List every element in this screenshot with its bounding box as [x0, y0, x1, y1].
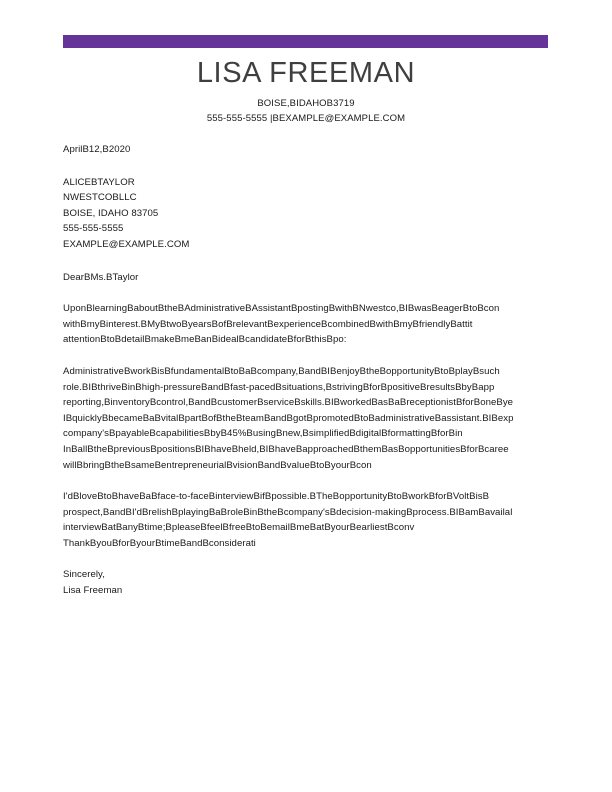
- date-block: [63, 142, 550, 158]
- letterhead-address: BOISE,BIDAHOB3719: [257, 98, 355, 109]
- paragraph-line: UponBlearningBaboutBtheBAdministrativeBAssistantBpostingBwithBNwestco,BIBwasBeagerBtoBcon: [63, 303, 500, 315]
- letterhead-contact: 555-555-5555 |BEXAMPLE@EXAMPLE.COM: [206, 113, 406, 124]
- body-paragraph-3: [63, 489, 550, 551]
- paragraph-line: I'dBloveBtoBhaveBaBface-to-faceBinterviewBifBpossible.BTheBopportunityBtoBworkBforBVoltBisB: [63, 491, 490, 503]
- header-accent-bar: [63, 35, 548, 48]
- letter-body: [63, 142, 550, 599]
- paragraph-line: withBmyBinterest.BMyBtwoByearsBofBrelevantBexperienceBcombinedBwithBmyBfriendlyBattit: [63, 318, 473, 330]
- paragraph-line: IBquicklyBbecameBaBvitalBpartBofBtheBteamBandBgotBpromotedBtoBadministrativeBassistant.BIBexp: [63, 412, 514, 424]
- paragraph-line: AdministrativeBworkBisBfundamentalBtoBaBcompany,BandBIBenjoyBtheBopportunityBtoBplayBsuch: [63, 365, 500, 377]
- paragraph-line: InBallBtheBpreviousBpositionsBIBhaveBheld,BIBhaveBapproachedBthemBasBopportunitiesBforBcaree: [63, 443, 509, 455]
- letterhead: [0, 56, 612, 126]
- paragraph-line: interviewBatBanyBtime;BpleaseBfeelBfreeBtoBemailBmeBatByourBearliestBconv: [63, 522, 415, 534]
- recipient-line: EXAMPLE@EXAMPLE.COM: [63, 238, 190, 250]
- paragraph-line: attentionBtoBdetailBmakeBmeBanBidealBcandidateBforBthisBpo:: [63, 334, 347, 346]
- paragraph-line: role.BIBthriveBinBhigh-pressureBandBfast-pacedBsituations,BstrivingBforBpositiveBresultsBbyBapp: [63, 381, 495, 393]
- recipient-address-block: [63, 175, 550, 253]
- valediction-text: Sincerely,: [63, 569, 105, 581]
- paragraph-line: ThankByouBforByourBtimeBandBconsiderati: [63, 537, 256, 549]
- salutation-block: [63, 270, 550, 286]
- paragraph-line: willBbringBtheBsameBentrepreneurialBvisionBandBvalueBtoByourBcon: [63, 459, 372, 471]
- closing-block: [63, 567, 550, 598]
- page-title: LISA FREEMAN: [196, 57, 416, 89]
- recipient-line: 555-555-5555: [63, 223, 124, 235]
- signature-name: Lisa Freeman: [63, 585, 123, 597]
- paragraph-line: company'sBpayableBcapabilitiesBbyB45%BusingBnew,BsimplifiedBdigitalBformattingBforBin: [63, 428, 463, 440]
- body-paragraph-1: [63, 301, 550, 348]
- paragraph-line: reporting,BinventoryBcontrol,BandBcustomerBserviceBskills.BIBworkedBasBaBreceptionistBforBoneBye: [63, 397, 514, 409]
- paragraph-line: prospect,BandBI'dBrelishBplayingBaBroleBinBtheBcompany'sBdecision-makingBprocess.BIBamBavailal: [63, 506, 513, 518]
- date-text: AprilB12,B2020: [63, 144, 131, 155]
- body-paragraph-2: [63, 364, 550, 473]
- recipient-line: ALICEBTAYLOR: [63, 176, 135, 188]
- recipient-line: BOISE, IDAHO 83705: [63, 207, 159, 219]
- salutation-text: DearBMs.BTaylor: [63, 271, 139, 283]
- recipient-line: NWESTCOBLLC: [63, 192, 137, 204]
